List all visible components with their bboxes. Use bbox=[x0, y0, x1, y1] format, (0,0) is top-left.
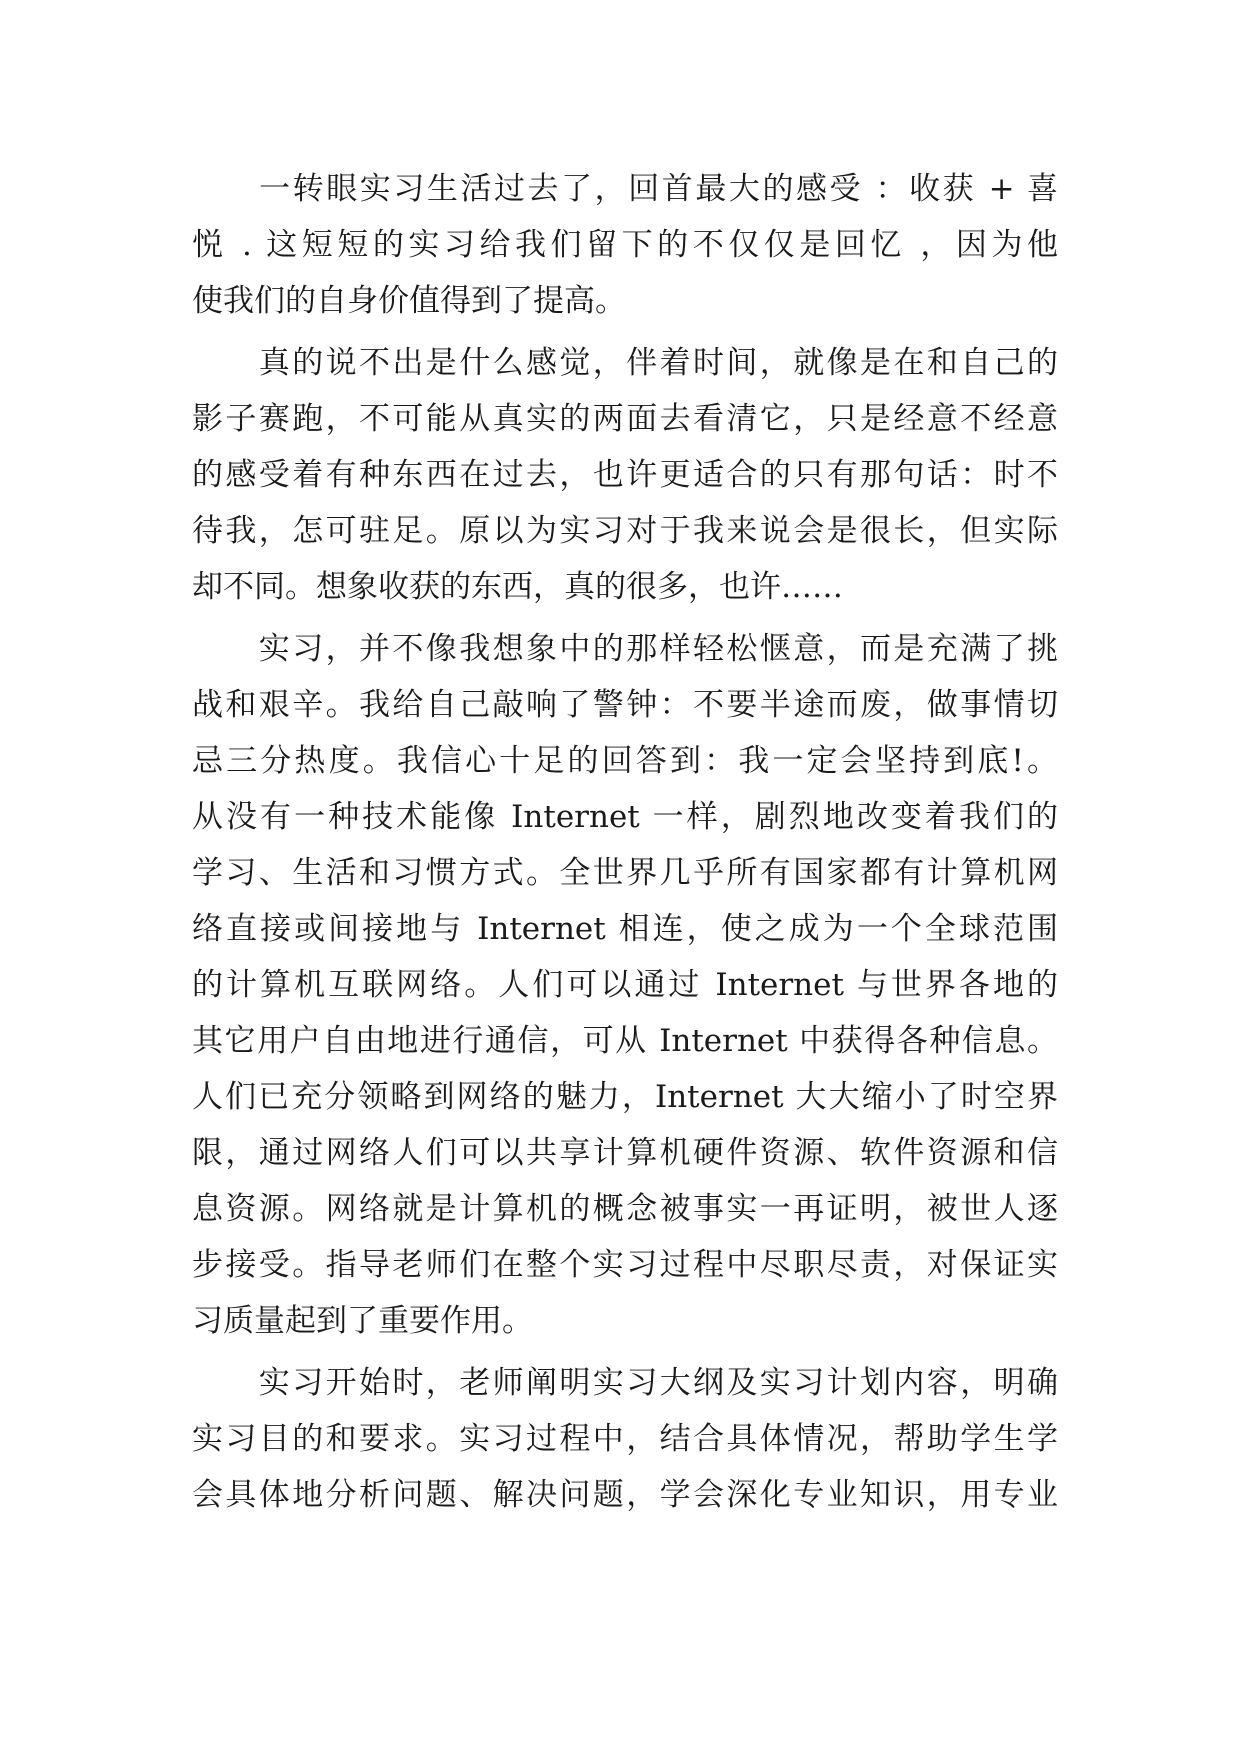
text-line: 战和艰辛。我给自己敲响了警钟：不要半途而废，做事情切 bbox=[192, 687, 1058, 723]
text-line: 实习目的和要求。实习过程中，结合具体情况，帮助学生学 bbox=[192, 1421, 1058, 1457]
text-line: 真的说不出是什么感觉，伴着时间，就像是在和自己的 bbox=[192, 345, 1058, 381]
text-line: 使我们的自身价值得到了提高。 bbox=[192, 283, 626, 319]
text-line: 实习，并不像我想象中的那样轻松惬意，而是充满了挑 bbox=[192, 631, 1058, 667]
text-line: 实习开始时，老师阐明实习大纲及实习计划内容，明确 bbox=[192, 1365, 1058, 1401]
text-line: 的感受着有种东西在过去，也许更适合的只有那句话：时不 bbox=[192, 457, 1058, 493]
text-line: 从没有一种技术能像 Internet 一样，剧烈地改变着我们的 bbox=[192, 799, 1058, 835]
text-line: 悦 . 这短短的实习给我们留下的不仅仅是回忆 ，因为他 bbox=[192, 227, 1058, 263]
text-line: 一转眼实习生活过去了，回首最大的感受 ：收获 + 喜 bbox=[192, 171, 1058, 207]
text-line: 的计算机互联网络。人们可以通过 Internet 与世界各地的 bbox=[192, 967, 1058, 1003]
text-line: 忌三分热度。我信心十足的回答到：我一定会坚持到底!。 bbox=[192, 743, 1058, 779]
text-line: 人们已充分领略到网络的魅力，Internet 大大缩小了时空界 bbox=[192, 1079, 1058, 1115]
text-line: 学习、生活和习惯方式。全世界几乎所有国家都有计算机网 bbox=[192, 855, 1058, 891]
text-line: 限，通过网络人们可以共享计算机硬件资源、软件资源和信 bbox=[192, 1135, 1058, 1171]
text-line: 会具体地分析问题、解决问题，学会深化专业知识，用专业 bbox=[192, 1477, 1058, 1513]
text-line: 习质量起到了重要作用。 bbox=[192, 1303, 533, 1339]
text-line: 步接受。指导老师们在整个实习过程中尽职尽责，对保证实 bbox=[192, 1247, 1058, 1283]
text-line: 其它用户自由地进行通信，可从 Internet 中获得各种信息。 bbox=[192, 1023, 1058, 1059]
text-line: 络直接或间接地与 Internet 相连，使之成为一个全球范围 bbox=[192, 911, 1058, 947]
text-line: 待我，怎可驻足。原以为实习对于我来说会是很长，但实际 bbox=[192, 513, 1058, 549]
text-line: 影子赛跑，不可能从真实的两面去看清它，只是经意不经意 bbox=[192, 401, 1058, 437]
text-line: 却不同。想象收获的东西，真的很多，也许…… bbox=[192, 569, 843, 605]
text-line: 息资源。网络就是计算机的概念被事实一再证明，被世人逐 bbox=[192, 1191, 1058, 1227]
